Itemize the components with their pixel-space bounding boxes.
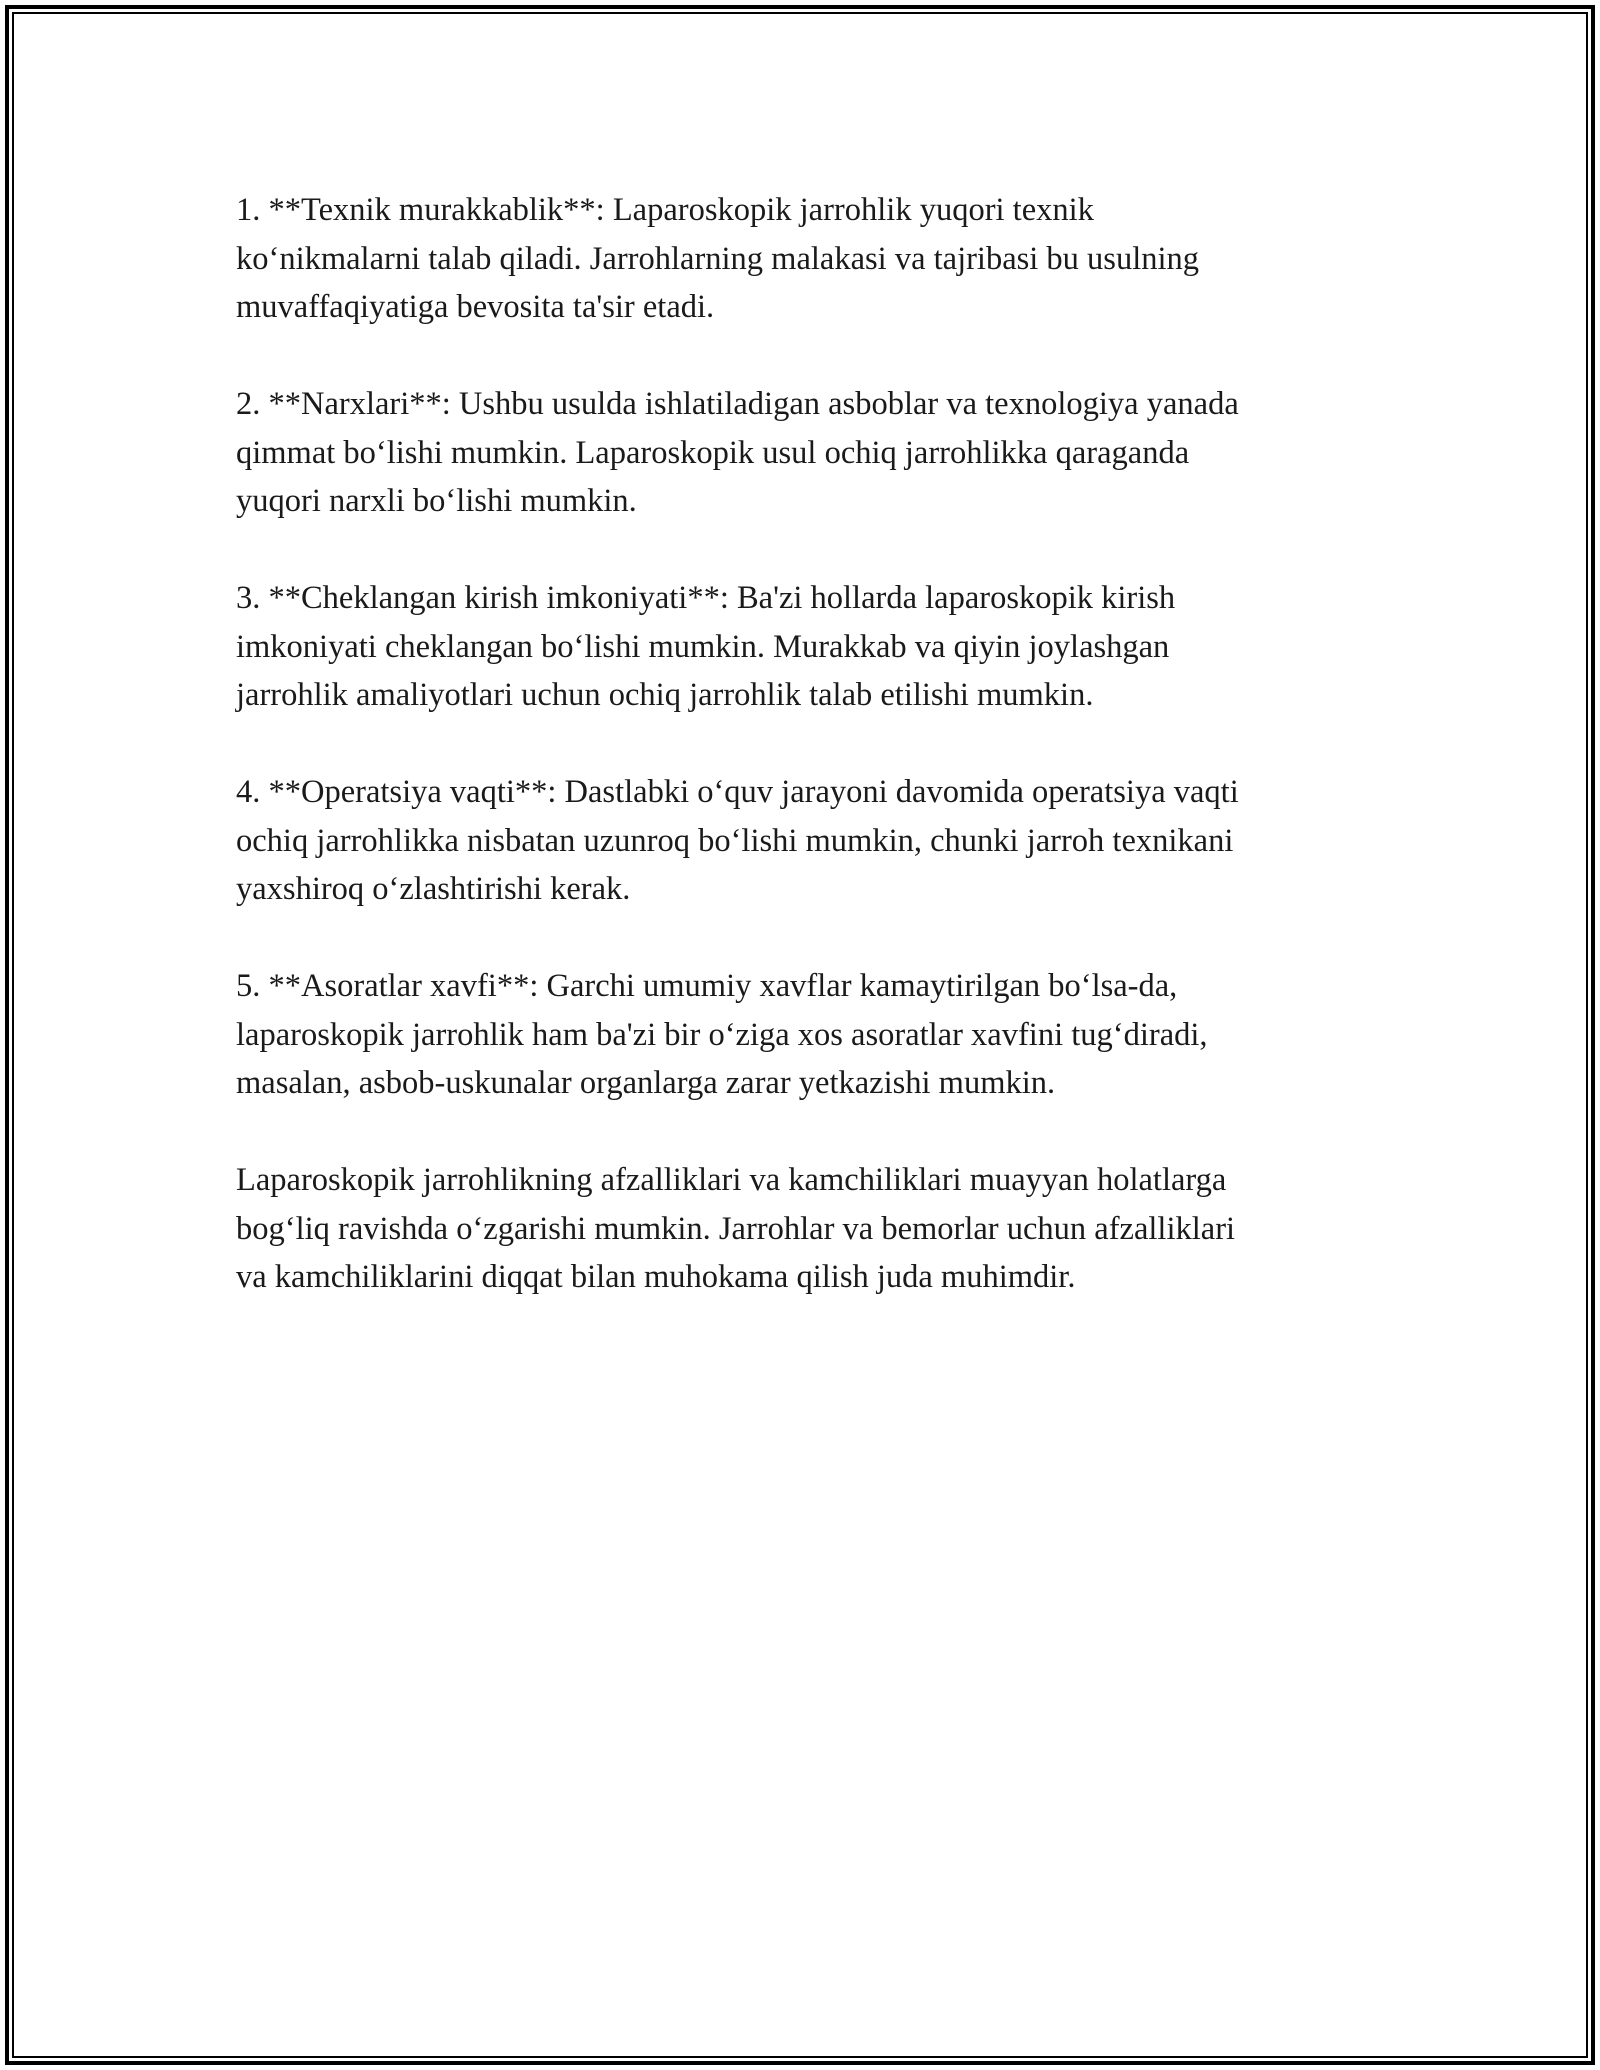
text-line: yaxshiroq o‘zlashtirishi kerak. bbox=[236, 871, 631, 907]
text-line: masalan, asbob-uskunalar organlarga zarar yetkazishi mumkin. bbox=[236, 1065, 1056, 1101]
paragraph-cheklangan-kirish bbox=[236, 574, 1426, 720]
text-line: ochiq jarrohlikka nisbatan uzunroq bo‘lishi mumkin, chunki jarroh texnikani bbox=[236, 822, 1234, 859]
paragraph-conclusion bbox=[236, 1156, 1426, 1302]
document-body bbox=[236, 186, 1426, 1350]
text-line: 3. **Cheklangan kirish imkoniyati**: Ba'zi hollarda laparoskopik kirish bbox=[236, 580, 1176, 616]
text-line: muvaffaqiyatiga bevosita ta'sir etadi. bbox=[236, 289, 715, 325]
text-line: laparoskopik jarrohlik ham ba'zi bir o‘ziga xos asoratlar xavfini tug‘diradi, bbox=[236, 1016, 1208, 1053]
text-line: Laparoskopik jarrohlikning afzalliklari va kamchiliklari muayyan holatlarga bbox=[236, 1162, 1227, 1198]
text-line: bog‘liq ravishda o‘zgarishi mumkin. Jarrohlar va bemorlar uchun afzalliklari bbox=[236, 1210, 1236, 1247]
text-line: va kamchiliklarini diqqat bilan muhokama qilish juda muhimdir. bbox=[236, 1259, 1076, 1295]
text-line: 5. **Asoratlar xavfi**: Garchi umumiy xavflar kamaytirilgan bo‘lsa-da, bbox=[236, 968, 1178, 1004]
text-line: ko‘nikmalarni talab qiladi. Jarrohlarning malakasi va tajribasi bu usulning bbox=[236, 240, 1200, 277]
paragraph-texnik-murakkablik bbox=[236, 186, 1426, 332]
paragraph-asoratlar-xavfi bbox=[236, 962, 1426, 1108]
text-line: jarrohlik amaliyotlari uchun ochiq jarrohlik talab etilishi mumkin. bbox=[236, 677, 1094, 713]
text-line: 1. **Texnik murakkablik**: Laparoskopik jarrohlik yuqori texnik bbox=[236, 192, 1094, 228]
text-line: 4. **Operatsiya vaqti**: Dastlabki o‘quv jarayoni davomida operatsiya vaqti bbox=[236, 774, 1239, 810]
text-line: imkoniyati cheklangan bo‘lishi mumkin. Murakkab va qiyin joylashgan bbox=[236, 628, 1170, 665]
text-line: 2. **Narxlari**: Ushbu usulda ishlatiladigan asboblar va texnologiya yanada bbox=[236, 386, 1239, 422]
text-line: qimmat bo‘lishi mumkin. Laparoskopik usul ochiq jarrohlikka qaraganda bbox=[236, 434, 1190, 471]
text-line: yuqori narxli bo‘lishi mumkin. bbox=[236, 483, 637, 519]
paragraph-operatsiya-vaqti bbox=[236, 768, 1426, 914]
paragraph-narxlari bbox=[236, 380, 1426, 526]
